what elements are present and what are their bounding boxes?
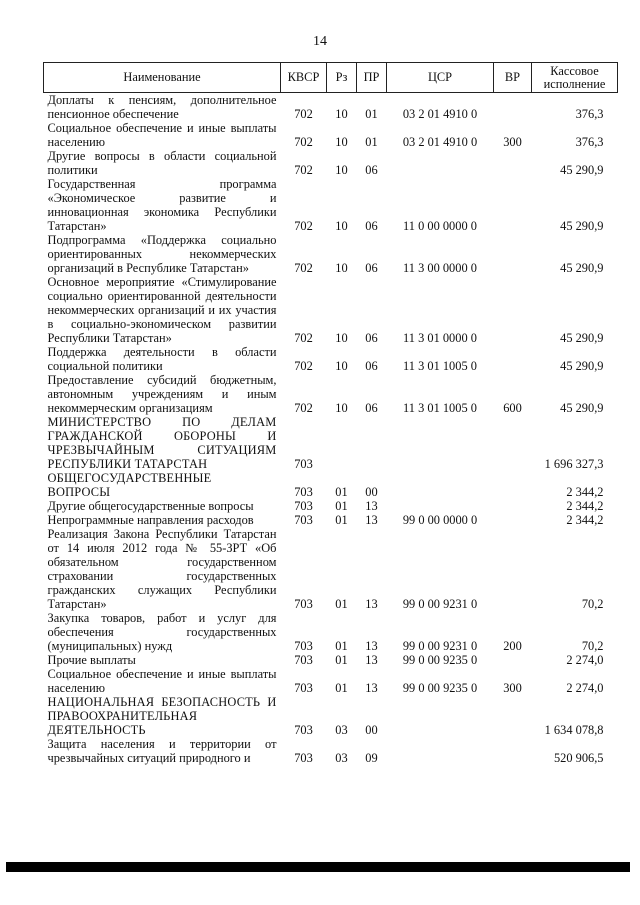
row-amount: 45 290,9 <box>560 359 604 373</box>
table-row <box>44 415 618 471</box>
row-vr <box>494 233 532 275</box>
row-name: Прочие выплаты <box>47 653 136 667</box>
row-rz: 01 <box>335 653 348 667</box>
row-vr: 300 <box>503 135 522 149</box>
row-kvsr: 703 <box>294 751 313 765</box>
row-amount: 70,2 <box>581 639 604 653</box>
table-row <box>44 177 618 233</box>
row-rz <box>327 415 357 471</box>
row-name: МИНИСТЕРСТВО ПО ДЕЛАМ ГРАЖДАНСКОЙ ОБОРОНЫ И ЧРЕЗВЫЧАЙНЫМ СИТУАЦИЯМ РЕСПУБЛИКИ ТАТАРСТАН <box>47 415 277 471</box>
row-csr <box>387 149 494 177</box>
row-csr: 99 0 00 9231 0 <box>402 597 478 611</box>
header-rz: Рз <box>327 63 357 93</box>
row-csr: 03 2 01 4910 0 <box>402 135 478 149</box>
row-vr <box>494 513 532 527</box>
row-kvsr: 703 <box>294 499 313 513</box>
row-kvsr: 703 <box>294 723 313 737</box>
row-kvsr: 702 <box>294 331 313 345</box>
row-pr: 13 <box>365 639 378 653</box>
row-kvsr: 702 <box>294 261 313 275</box>
row-rz: 03 <box>335 723 348 737</box>
table-row <box>44 695 618 737</box>
row-name: Реализация Закона Республики Татарстан от 14 июля 2012 года № 55-ЗРТ «Об обязательном государственном страховании государственных гражданских служащих Республики Татарстан» <box>47 527 277 611</box>
row-amount: 1 634 078,8 <box>544 723 604 737</box>
row-csr: 11 3 01 1005 0 <box>403 401 477 415</box>
row-name: Социальное обеспечение и иные выплаты населению <box>47 667 277 695</box>
table-row <box>44 93 618 122</box>
header-vr: ВР <box>494 63 532 93</box>
row-amount: 45 290,9 <box>560 163 604 177</box>
row-amount: 520 906,5 <box>553 751 604 765</box>
row-vr <box>494 471 532 499</box>
row-kvsr: 703 <box>294 513 313 527</box>
header-amount: Кассовое исполнение <box>532 63 618 93</box>
row-amount: 45 290,9 <box>560 219 604 233</box>
row-vr <box>494 149 532 177</box>
scan-edge-bar <box>6 862 630 872</box>
row-vr <box>494 275 532 345</box>
row-name: ОБЩЕГОСУДАРСТВЕННЫЕ ВОПРОСЫ <box>47 471 212 499</box>
row-rz: 01 <box>335 639 348 653</box>
row-name: Доплаты к пенсиям, дополнительное пенсионное обеспечение <box>47 93 277 121</box>
budget-table <box>43 62 618 765</box>
row-rz: 10 <box>335 163 348 177</box>
table-row <box>44 737 618 765</box>
row-kvsr: 702 <box>294 135 313 149</box>
row-name: Защита населения и территории от чрезвычайных ситуаций природного и <box>47 737 277 765</box>
row-amount: 1 696 327,3 <box>544 457 604 471</box>
row-amount: 70,2 <box>581 597 604 611</box>
row-vr <box>494 345 532 373</box>
row-kvsr: 703 <box>294 457 313 471</box>
row-csr: 99 0 00 9231 0 <box>402 639 478 653</box>
row-vr <box>494 415 532 471</box>
row-pr: 06 <box>365 331 378 345</box>
row-rz: 10 <box>335 261 348 275</box>
row-pr: 00 <box>365 485 378 499</box>
row-rz: 10 <box>335 107 348 121</box>
row-kvsr: 702 <box>294 107 313 121</box>
row-csr: 03 2 01 4910 0 <box>402 107 478 121</box>
row-csr <box>387 415 494 471</box>
row-name: Предоставление субсидий бюджетным, автономным учреждениям и иным некоммерческим организациям <box>47 373 277 415</box>
header-kvsr: КВСР <box>281 63 327 93</box>
row-amount: 45 290,9 <box>560 331 604 345</box>
table-row <box>44 233 618 275</box>
row-vr: 600 <box>503 401 522 415</box>
row-pr: 00 <box>365 723 378 737</box>
table-row <box>44 611 618 653</box>
row-csr <box>387 499 494 513</box>
row-name: Социальное обеспечение и иные выплаты населению <box>47 121 277 149</box>
row-csr <box>387 695 494 737</box>
row-csr: 11 3 01 1005 0 <box>403 359 477 373</box>
row-rz: 03 <box>335 751 348 765</box>
row-vr: 300 <box>503 681 522 695</box>
table-row <box>44 513 618 527</box>
row-pr: 06 <box>365 401 378 415</box>
row-name: Закупка товаров, работ и услуг для обеспечения государственных (муниципальных) нужд <box>47 611 277 653</box>
row-name: Основное мероприятие «Стимулирование социально ориентированной деятельности некоммерческих организаций и их участия в социально-экономическом развитии Республики Татарстан» <box>47 275 277 345</box>
row-kvsr: 703 <box>294 653 313 667</box>
row-vr <box>494 737 532 765</box>
row-csr: 11 3 00 0000 0 <box>403 261 477 275</box>
row-pr: 06 <box>365 359 378 373</box>
row-name: Подпрограмма «Поддержка социально ориентированных некоммерческих организаций в Республике Татарстан» <box>47 233 277 275</box>
row-name: НАЦИОНАЛЬНАЯ БЕЗОПАСНОСТЬ И ПРАВООХРАНИТЕЛЬНАЯ ДЕЯТЕЛЬНОСТЬ <box>47 695 277 737</box>
row-amount: 2 274,0 <box>566 653 604 667</box>
header-csr: ЦСР <box>387 63 494 93</box>
table-row <box>44 471 618 499</box>
row-pr: 13 <box>365 513 378 527</box>
row-kvsr: 703 <box>294 597 313 611</box>
table-header-row <box>44 63 618 93</box>
row-pr: 06 <box>365 261 378 275</box>
row-vr <box>494 653 532 667</box>
table-row <box>44 275 618 345</box>
row-csr: 99 0 00 0000 0 <box>402 513 478 527</box>
row-vr: 200 <box>503 639 522 653</box>
table-body <box>44 93 618 766</box>
row-vr <box>494 499 532 513</box>
row-name: Другие общегосударственные вопросы <box>47 499 254 513</box>
row-pr: 13 <box>365 499 378 513</box>
row-kvsr: 703 <box>294 485 313 499</box>
row-name: Другие вопросы в области социальной политики <box>47 149 277 177</box>
table-row <box>44 345 618 373</box>
row-csr: 11 0 00 0000 0 <box>403 219 477 233</box>
row-csr <box>387 471 494 499</box>
header-name: Наименование <box>44 63 281 93</box>
row-name: Государственная программа «Экономическое развитие и инновационная экономика Республики Татарстан» <box>47 177 277 233</box>
row-pr: 13 <box>365 681 378 695</box>
row-amount: 2 274,0 <box>566 681 604 695</box>
row-pr: 09 <box>365 751 378 765</box>
row-rz: 10 <box>335 401 348 415</box>
row-name: Поддержка деятельности в области социальной политики <box>47 345 277 373</box>
row-rz: 01 <box>335 513 348 527</box>
row-rz: 01 <box>335 499 348 513</box>
row-amount: 45 290,9 <box>560 401 604 415</box>
row-rz: 01 <box>335 485 348 499</box>
row-amount: 2 344,2 <box>566 485 604 499</box>
header-pr: ПР <box>357 63 387 93</box>
row-rz: 10 <box>335 219 348 233</box>
row-pr: 01 <box>365 107 378 121</box>
row-kvsr: 702 <box>294 359 313 373</box>
row-rz: 10 <box>335 331 348 345</box>
table-row <box>44 527 618 611</box>
table-row <box>44 373 618 415</box>
table-row <box>44 121 618 149</box>
page-number: 14 <box>313 34 327 49</box>
row-name: Непрограммные направления расходов <box>47 513 254 527</box>
row-csr: 99 0 00 9235 0 <box>402 653 478 667</box>
row-rz: 10 <box>335 135 348 149</box>
row-pr: 13 <box>365 653 378 667</box>
row-csr: 99 0 00 9235 0 <box>402 681 478 695</box>
row-rz: 10 <box>335 359 348 373</box>
row-vr <box>494 695 532 737</box>
row-pr: 01 <box>365 135 378 149</box>
table-row <box>44 653 618 667</box>
row-rz: 01 <box>335 681 348 695</box>
row-kvsr: 702 <box>294 163 313 177</box>
row-vr <box>494 527 532 611</box>
row-kvsr: 703 <box>294 681 313 695</box>
row-pr <box>357 415 387 471</box>
row-amount: 45 290,9 <box>560 261 604 275</box>
row-csr: 11 3 01 0000 0 <box>403 331 477 345</box>
row-kvsr: 703 <box>294 639 313 653</box>
row-amount: 2 344,2 <box>566 499 604 513</box>
table-row <box>44 149 618 177</box>
table-row <box>44 667 618 695</box>
row-amount: 2 344,2 <box>566 513 604 527</box>
table-row <box>44 499 618 513</box>
row-pr: 13 <box>365 597 378 611</box>
row-kvsr: 702 <box>294 401 313 415</box>
row-vr <box>494 177 532 233</box>
row-pr: 06 <box>365 163 378 177</box>
row-csr <box>387 737 494 765</box>
row-pr: 06 <box>365 219 378 233</box>
row-kvsr: 702 <box>294 219 313 233</box>
row-rz: 01 <box>335 597 348 611</box>
row-vr <box>494 93 532 122</box>
row-amount: 376,3 <box>575 107 604 121</box>
row-amount: 376,3 <box>575 135 604 149</box>
